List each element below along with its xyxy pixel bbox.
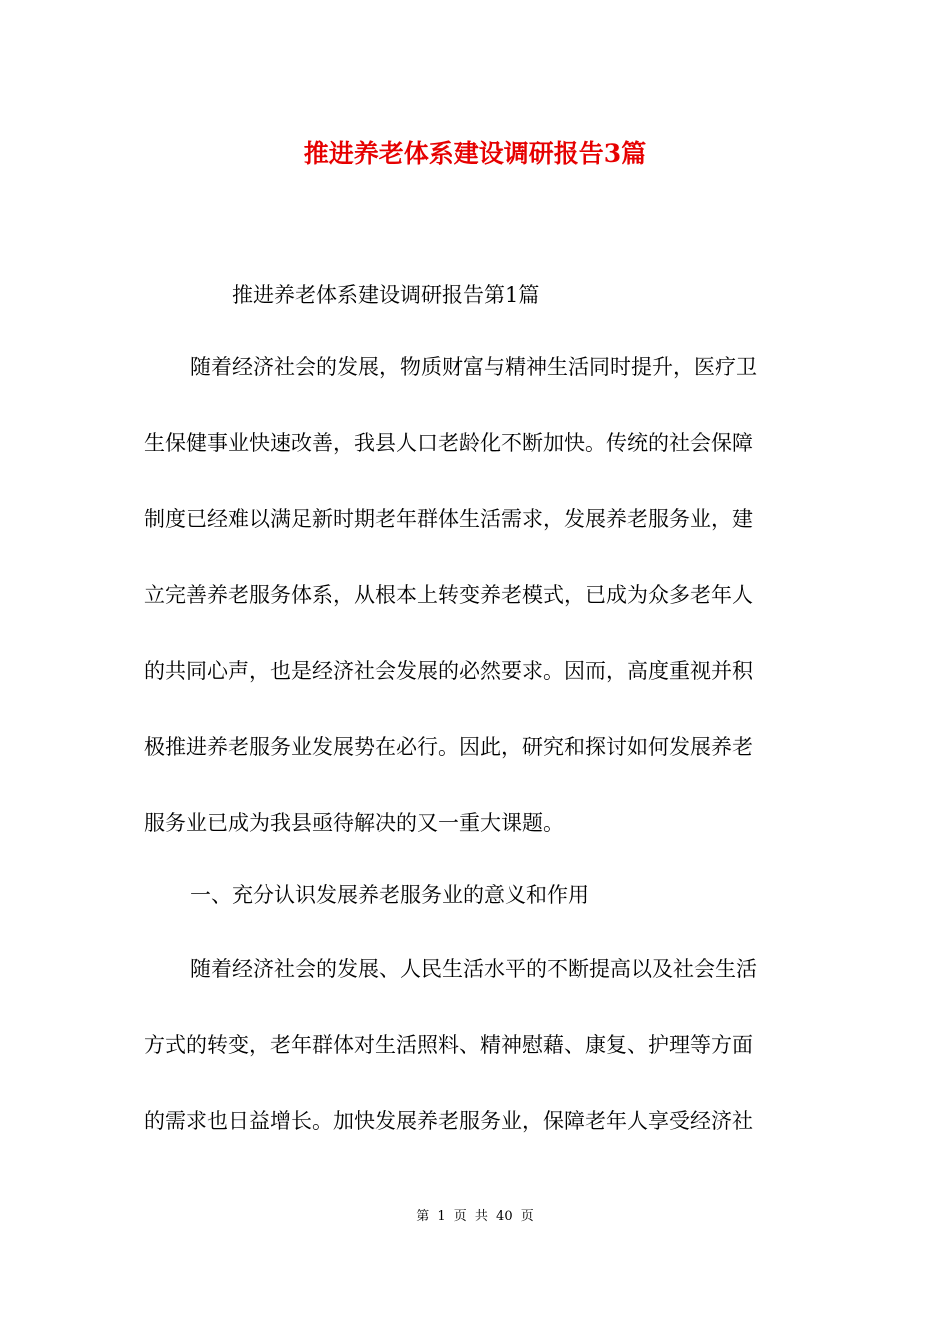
- paragraph-line: 生保健事业快速改善，我县人口老龄化不断加快。传统的社会保障: [144, 431, 753, 455]
- section-subtitle: 推进养老体系建设调研报告第1篇: [232, 283, 540, 307]
- paragraph-line: 方式的转变，老年群体对生活照料、精神慰藉、康复、护理等方面: [144, 1033, 753, 1057]
- paragraph-line: 立完善养老服务体系，从根本上转变养老模式，已成为众多老年人: [144, 583, 753, 607]
- paragraph-line: 的需求也日益增长。加快发展养老服务业，保障老年人享受经济社: [144, 1109, 753, 1133]
- paragraph-line: 随着经济社会的发展，物质财富与精神生活同时提升，医疗卫: [190, 355, 757, 379]
- paragraph-line: 极推进养老服务业发展势在必行。因此，研究和探讨如何发展养老: [144, 735, 753, 759]
- paragraph-line: 的共同心声，也是经济社会发展的必然要求。因而，高度重视并积: [144, 659, 753, 683]
- page-number-footer: 第 1 页 共 40 页: [416, 1209, 534, 1224]
- paragraph-line: 制度已经难以满足新时期老年群体生活需求，发展养老服务业，建: [144, 507, 753, 531]
- paragraph-line: 随着经济社会的发展、人民生活水平的不断提高以及社会生活: [190, 957, 757, 981]
- paragraph-line: 服务业已成为我县亟待解决的又一重大课题。: [144, 811, 564, 835]
- document-title: 推进养老体系建设调研报告3篇: [303, 139, 647, 168]
- section-heading: 一、充分认识发展养老服务业的意义和作用: [190, 883, 589, 907]
